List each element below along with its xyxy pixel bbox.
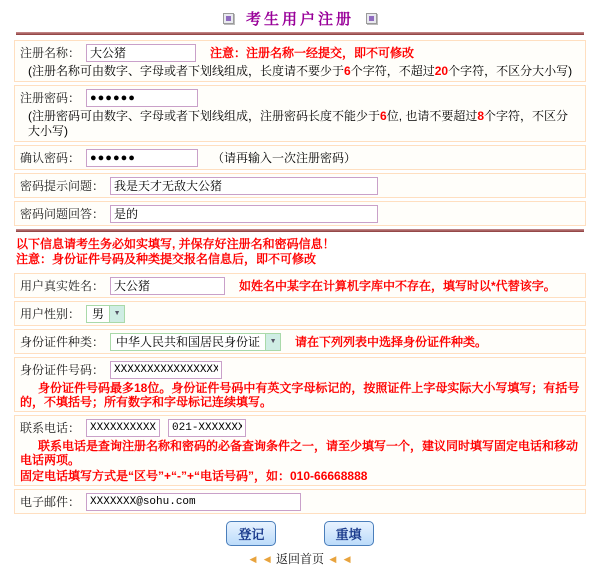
- phone-label: 联系电话：: [20, 421, 81, 435]
- confirm-password-input[interactable]: [86, 149, 198, 167]
- hint-answer-row: [14, 201, 586, 226]
- notice-line-2: 注意：身份证件号码及种类提交报名信息后，即不可修改: [16, 252, 317, 266]
- id-type-selected-value: 中华人民共和国居民身份证: [116, 335, 261, 349]
- section-notice: [16, 237, 584, 267]
- reg-name-rule: (注册名称可由数字、字母或者下划线组成，长度请不要少于6个字符，不超过20个字符，不区分大小写): [28, 64, 573, 78]
- title-bar: [14, 8, 586, 29]
- reg-name-warning: 注意：注册名称一经提交，即不可修改: [210, 46, 415, 60]
- hint-answer-label: 密码问题回答：: [20, 207, 105, 221]
- hint-question-label: 密码提示问题：: [20, 179, 105, 193]
- arrow-icon: ◀: [249, 554, 257, 564]
- mobile-phone-input[interactable]: [86, 419, 160, 437]
- landline-phone-input[interactable]: [168, 419, 246, 437]
- id-number-note: 身份证件号码最多18位。身份证件号码中有英文字母标记的，按照证件上字母实际大小写填写；有括号的，不填括号；所有数字和字母标记连续填写。: [20, 381, 580, 409]
- phone-note-2: 固定电话填写方式是“区号”+“-”+“电话号码”，如：010-66668888: [20, 469, 368, 483]
- id-type-select[interactable]: [110, 333, 281, 351]
- reg-name-input[interactable]: [86, 44, 196, 62]
- arrow-icon: ◀: [263, 554, 271, 564]
- gender-select[interactable]: [86, 305, 125, 323]
- confirm-password-row: [14, 145, 586, 170]
- gender-label: 用户性别：: [20, 307, 81, 321]
- id-type-note: 请在下列列表中选择身份证件种类。: [295, 335, 488, 349]
- id-number-label: 身份证件号码：: [20, 363, 105, 377]
- hint-question-row: [14, 173, 586, 198]
- email-label: 电子邮件：: [20, 495, 81, 509]
- chevron-down-icon[interactable]: ▼: [109, 306, 124, 322]
- real-name-label: 用户真实姓名：: [20, 279, 105, 293]
- register-button[interactable]: 登记: [226, 521, 276, 546]
- reg-name-label: 注册名称：: [20, 46, 81, 60]
- gender-selected-value: 男: [92, 307, 105, 321]
- arrow-icon: ◀: [343, 554, 351, 564]
- window-icon: [366, 13, 377, 24]
- page-title: 考生用户注册: [245, 11, 354, 28]
- id-type-row: [14, 329, 586, 354]
- phone-row: [14, 415, 586, 486]
- reg-password-input[interactable]: [86, 89, 198, 107]
- footer: [14, 550, 586, 567]
- title-divider: [16, 32, 584, 35]
- chevron-down-icon[interactable]: ▼: [265, 334, 280, 350]
- reg-name-row: [14, 40, 586, 82]
- real-name-note: 如姓名中某字在计算机字库中不存在，填写时以*代替该字。: [239, 279, 556, 293]
- section-divider: [16, 229, 584, 232]
- confirm-password-hint: （请再输入一次注册密码）: [212, 151, 357, 165]
- reg-password-label: 注册密码：: [20, 91, 81, 105]
- reg-password-row: [14, 85, 586, 142]
- phone-note-1: 联系电话是查询注册名称和密码的必备查询条件之一，请至少填写一个，建议同时填写固定电话和移动电话两项。: [20, 439, 579, 467]
- arrow-icon: ◀: [329, 554, 337, 564]
- hint-answer-input[interactable]: [110, 205, 378, 223]
- email-input[interactable]: [86, 493, 301, 511]
- notice-line-1: 以下信息请考生务必如实填写, 并保存好注册名和密码信息！: [16, 237, 335, 251]
- id-number-row: [14, 357, 586, 412]
- id-number-input[interactable]: [110, 361, 222, 379]
- gender-row: [14, 301, 586, 326]
- real-name-row: [14, 273, 586, 298]
- back-home-link[interactable]: 返回首页: [275, 552, 324, 566]
- hint-question-input[interactable]: [110, 177, 378, 195]
- form-actions: [14, 521, 586, 546]
- email-row: [14, 489, 586, 514]
- real-name-input[interactable]: [110, 277, 225, 295]
- reset-button[interactable]: 重填: [324, 521, 374, 546]
- window-icon: [223, 13, 234, 24]
- reg-password-rule: (注册密码可由数字、字母或者下划线组成，注册密码长度不能少于6位, 也请不要超过8个字符，不区分大小写): [28, 109, 569, 138]
- confirm-password-label: 确认密码：: [20, 151, 81, 165]
- id-type-label: 身份证件种类：: [20, 335, 105, 349]
